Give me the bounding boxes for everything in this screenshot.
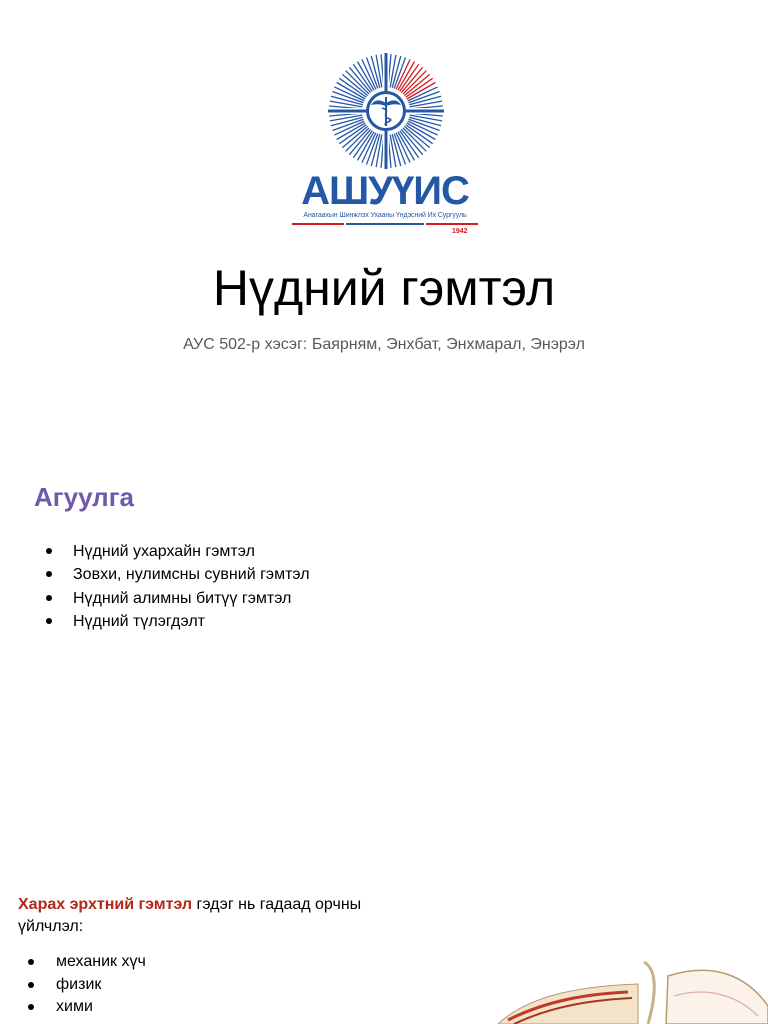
definition-text xyxy=(18,894,418,938)
list-item: Нүдний түлэгдэлт xyxy=(46,610,310,633)
logo-name: АШУҮИС xyxy=(301,169,469,213)
presentation-title: Нүдний гэмтэл xyxy=(212,260,556,316)
logo-year: 1942 xyxy=(452,228,468,235)
definition-term: Харах эрхтний гэмтэл xyxy=(18,896,193,913)
logo-subtitle: Анагаахын Шинжлэх Ухааны Үндэсний Их Сургууль xyxy=(303,212,467,219)
definition-rest: гэдэг нь гадаад орчны үйлчлэл: xyxy=(18,896,362,935)
list-item: Нүдний алимны битүү гэмтэл xyxy=(46,587,310,610)
presentation-subtitle: АУС 502-р хэсэг: Баярням, Энхбат, Энхмарал, Энэрэл xyxy=(183,336,585,353)
eye-anatomy-illustration-icon xyxy=(488,956,768,1024)
list-item: Зовхи, нулимсны сувний гэмтэл xyxy=(46,563,310,586)
logo-underline xyxy=(292,222,478,228)
caduceus-sunburst-icon xyxy=(316,52,456,170)
contents-heading: Агуулга xyxy=(34,482,134,512)
factor-list xyxy=(28,951,146,1019)
contents-slide xyxy=(0,432,768,862)
list-item: хими xyxy=(28,996,146,1019)
university-logo xyxy=(280,52,490,242)
list-item: Нүдний ухархайн гэмтэл xyxy=(46,540,310,563)
contents-list xyxy=(46,540,310,633)
definition-slide xyxy=(0,864,768,1024)
list-item: физик xyxy=(28,974,146,997)
title-slide xyxy=(0,0,768,430)
list-item: механик хүч xyxy=(28,951,146,974)
